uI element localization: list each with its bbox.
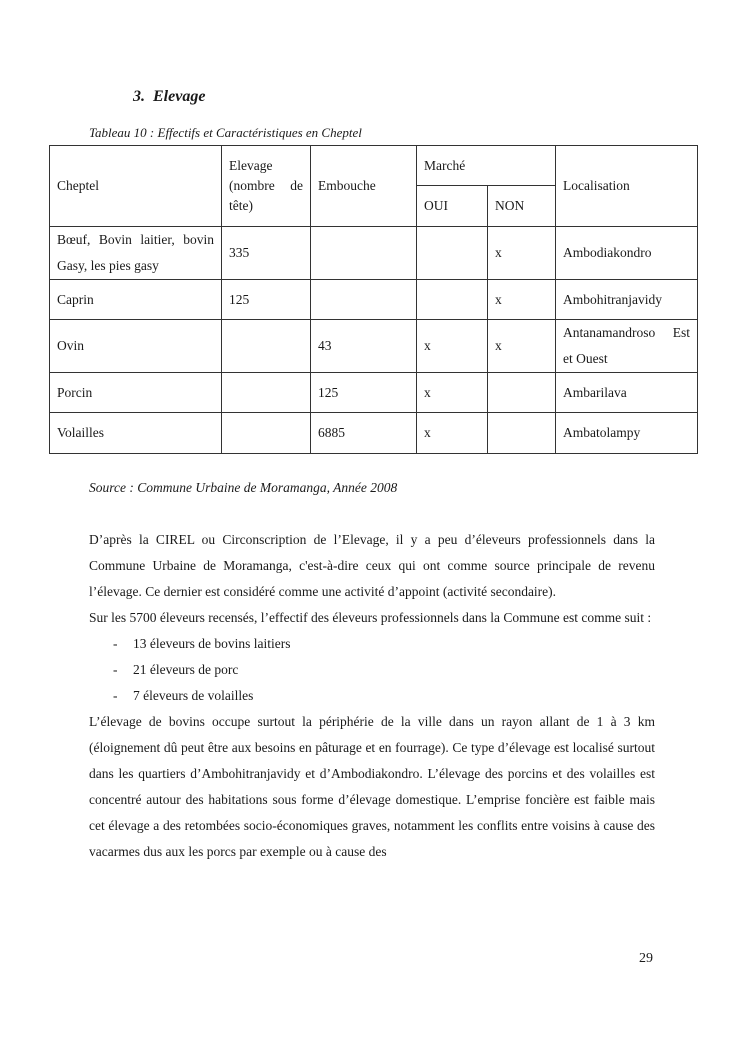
cell-non xyxy=(488,413,556,454)
cell-cheptel: Caprin xyxy=(50,280,222,320)
table-caption: Tableau 10 : Effectifs et Caractéristiques en Cheptel xyxy=(89,125,362,140)
table-row xyxy=(50,373,698,413)
cell-localisation: Ambohitranjavidy xyxy=(556,280,698,320)
table-header-row xyxy=(50,146,698,186)
list-dash: - xyxy=(113,688,118,703)
breeders-list xyxy=(89,631,655,709)
table-row xyxy=(50,413,698,454)
cell-non xyxy=(488,373,556,413)
cell-oui: x xyxy=(417,373,488,413)
cell-embouche: 125 xyxy=(311,373,417,413)
table-row xyxy=(50,320,698,373)
cell-elevage xyxy=(222,413,311,454)
section-number: 3. xyxy=(133,88,145,105)
list-item-text: 7 éleveurs de volailles xyxy=(133,688,254,703)
cell-localisation: Ambodiakondro xyxy=(556,227,698,280)
section-title: Elevage xyxy=(153,88,206,105)
cell-localisation-line1: Antanamandroso Est xyxy=(563,325,691,340)
paragraph-3: L’élevage de bovins occupe surtout la périphérie de la ville dans un rayon allant de 1 à 3 km (éloignement dû peut être aux besoins en pâturage et en fourrage). Ce type d’élevage est localisé surtout dans les quartiers d’Ambohitranjavidy et d’Ambodiakondro. L’élevage des porcins et des volailles est concentré autour des habitations sous forme d’élevage domestique. L’emprise foncière est faible mais cet élevage a des retombées socio-économiques graves, notamment les conflits entre voisins à cause des vacarmes dus aux les porcs par exemple ou à cause des xyxy=(89,714,655,859)
cell-non: x xyxy=(488,227,556,280)
cell-cheptel-line2: Gasy, les pies gasy xyxy=(57,258,159,273)
cell-oui xyxy=(417,280,488,320)
table-row xyxy=(50,227,698,280)
header-cheptel: Cheptel xyxy=(50,146,222,227)
list-item xyxy=(89,657,655,683)
header-embouche: Embouche xyxy=(311,146,417,227)
header-localisation: Localisation xyxy=(556,146,698,227)
body-text xyxy=(89,527,655,865)
header-elevage xyxy=(222,146,311,227)
cell-non: x xyxy=(488,280,556,320)
header-elevage-line3: tête) xyxy=(229,198,253,213)
cell-elevage: 125 xyxy=(222,280,311,320)
list-item xyxy=(89,683,655,709)
cell-elevage xyxy=(222,320,311,373)
cell-cheptel: Volailles xyxy=(50,413,222,454)
paragraph-2: Sur les 5700 éleveurs recensés, l’effectif des éleveurs professionnels dans la Commune est comme suit : xyxy=(89,610,652,625)
table-source: Source : Commune Urbaine de Moramanga, Année 2008 xyxy=(89,480,398,495)
cell-oui: x xyxy=(417,413,488,454)
cell-cheptel xyxy=(50,227,222,280)
list-dash: - xyxy=(113,636,118,651)
header-oui: OUI xyxy=(417,186,488,227)
cell-oui xyxy=(417,227,488,280)
list-dash: - xyxy=(113,662,118,677)
header-non: NON xyxy=(488,186,556,227)
cell-embouche: 6885 xyxy=(311,413,417,454)
cell-localisation-line2: et Ouest xyxy=(563,351,608,366)
cell-elevage xyxy=(222,373,311,413)
cell-cheptel: Porcin xyxy=(50,373,222,413)
paragraph-1: D’après la CIREL ou Circonscription de l’Elevage, il y a peu d’éleveurs professionnels dans la Commune Urbaine de Moramanga, c'est-à-dire ceux qui ont comme source principale de revenu l’élevage. Ce dernier est considéré comme une activité d’appoint (activité secondaire). xyxy=(89,532,655,599)
cell-embouche xyxy=(311,227,417,280)
cell-localisation: Ambatolampy xyxy=(556,413,698,454)
cheptel-table xyxy=(49,145,698,454)
header-marche: Marché xyxy=(417,146,556,186)
list-item-text: 21 éleveurs de porc xyxy=(133,662,239,677)
table-row xyxy=(50,280,698,320)
list-item xyxy=(89,631,655,657)
cell-non: x xyxy=(488,320,556,373)
header-elevage-line2: (nombre de xyxy=(229,178,303,193)
section-heading xyxy=(133,88,205,106)
cell-localisation: Ambarilava xyxy=(556,373,698,413)
cell-elevage: 335 xyxy=(222,227,311,280)
cell-embouche: 43 xyxy=(311,320,417,373)
cell-localisation xyxy=(556,320,698,373)
cell-cheptel: Ovin xyxy=(50,320,222,373)
page-number: 29 xyxy=(639,951,653,966)
list-item-text: 13 éleveurs de bovins laitiers xyxy=(133,636,291,651)
cell-oui: x xyxy=(417,320,488,373)
cell-embouche xyxy=(311,280,417,320)
header-elevage-line1: Elevage xyxy=(229,158,273,173)
cell-cheptel-line1: Bœuf, Bovin laitier, bovin xyxy=(57,232,214,247)
